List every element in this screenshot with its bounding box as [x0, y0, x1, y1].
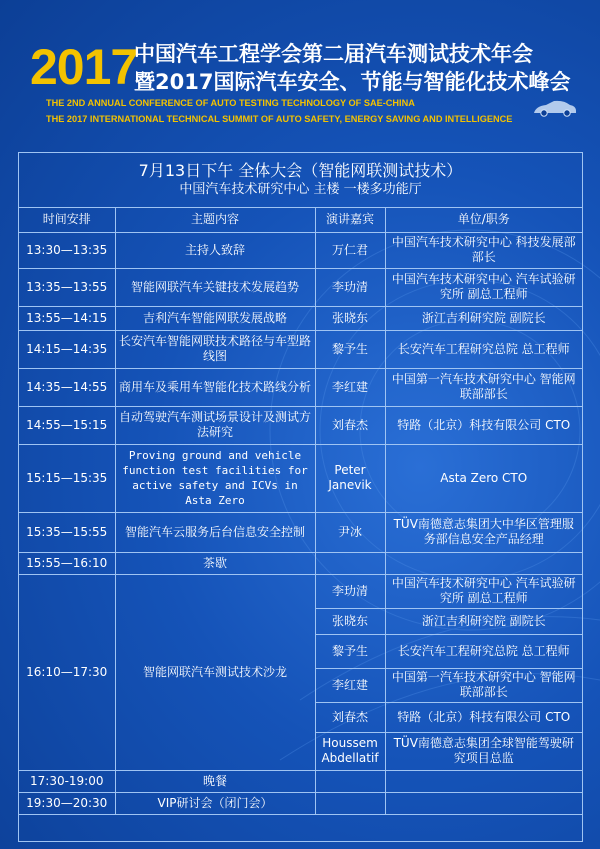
- time-cell: 14:15—14:35: [19, 330, 115, 368]
- org-cell: 特路（北京）科技有限公司 CTO: [385, 702, 582, 732]
- time-cell: 14:35—14:55: [19, 368, 115, 406]
- title-en-line2: THE 2017 INTERNATIONAL TECHNICAL SUMMIT OF AUTO SAFETY, ENERGY SAVING AND INTELLIGENCE: [46, 114, 513, 124]
- table-row: [19, 512, 582, 552]
- speaker-cell: 黎予生: [315, 634, 385, 668]
- column-header-row: [19, 208, 582, 232]
- org-cell: 长安汽车工程研究总院 总工程师: [385, 634, 582, 668]
- org-cell: 中国汽车技术研究中心 汽车试验研究所 副总工程师: [385, 574, 582, 608]
- panel-row: [19, 574, 582, 608]
- table-row: [19, 406, 582, 444]
- time-cell: 15:35—15:55: [19, 512, 115, 552]
- table-row: [19, 770, 582, 792]
- car-icon: [532, 98, 578, 118]
- topic-cell: VIP研讨会（闭门会）: [115, 792, 315, 814]
- table-row: [19, 444, 582, 512]
- org-cell: 浙江吉利研究院 副院长: [385, 608, 582, 634]
- speaker-cell: 张晓东: [315, 608, 385, 634]
- table-row: [19, 330, 582, 368]
- topic-cell: 智能汽车云服务后台信息安全控制: [115, 512, 315, 552]
- title-cn-line2: 暨2017国际汽车安全、节能与智能化技术峰会: [134, 70, 571, 94]
- year-logo: 2017: [30, 39, 138, 95]
- agenda-table: [18, 152, 583, 842]
- topic-cell: 自动驾驶汽车测试场景设计及测试方法研究: [115, 406, 315, 444]
- panel-topic-cell: 智能网联汽车测试技术沙龙: [115, 574, 315, 770]
- time-cell: 17:30-19:00: [19, 770, 115, 792]
- org-cell: 长安汽车工程研究总院 总工程师: [385, 330, 582, 368]
- speaker-cell: 刘春杰: [315, 702, 385, 732]
- session-venue: 中国汽车技术研究中心 主楼 一楼多功能厅: [179, 182, 422, 197]
- agenda-grid: [19, 208, 582, 815]
- topic-cell: 主持人致辞: [115, 232, 315, 268]
- topic-cell: 晚餐: [115, 770, 315, 792]
- speaker-cell: 李红建: [315, 368, 385, 406]
- speaker-cell: Peter Janevik: [315, 444, 385, 512]
- time-cell: 13:35—13:55: [19, 268, 115, 306]
- org-cell: 中国第一汽车技术研究中心 智能网联部部长: [385, 368, 582, 406]
- column-header: 单位/职务: [385, 208, 582, 232]
- time-cell: 14:55—15:15: [19, 406, 115, 444]
- time-cell: 13:55—14:15: [19, 306, 115, 330]
- speaker-cell: Houssem Abdellatif: [315, 732, 385, 770]
- speaker-cell: 尹冰: [315, 512, 385, 552]
- column-header: 主题内容: [115, 208, 315, 232]
- org-cell: [385, 552, 582, 574]
- session-header: [19, 153, 582, 208]
- org-cell: Asta Zero CTO: [385, 444, 582, 512]
- org-cell: TÜV南德意志集团全球智能驾驶研究项目总监: [385, 732, 582, 770]
- org-cell: 特路（北京）科技有限公司 CTO: [385, 406, 582, 444]
- table-row: [19, 552, 582, 574]
- time-cell: 13:30—13:35: [19, 232, 115, 268]
- org-cell: 中国汽车技术研究中心 科技发展部 部长: [385, 232, 582, 268]
- org-cell: [385, 792, 582, 814]
- column-header: 演讲嘉宾: [315, 208, 385, 232]
- session-title: 7月13日下午 全体大会（智能网联测试技术）: [138, 161, 463, 180]
- speaker-cell: 李玏清: [315, 268, 385, 306]
- title-cn-line1: 中国汽车工程学会第二届汽车测试技术年会: [134, 42, 533, 66]
- org-cell: [385, 770, 582, 792]
- speaker-cell: [315, 552, 385, 574]
- speaker-cell: [315, 770, 385, 792]
- table-row: [19, 306, 582, 330]
- topic-cell: 商用车及乘用车智能化技术路线分析: [115, 368, 315, 406]
- topic-cell: 智能网联汽车关键技术发展趋势: [115, 268, 315, 306]
- speaker-cell: 刘春杰: [315, 406, 385, 444]
- org-cell: TÜV南德意志集团大中华区管理服务部信息安全产品经理: [385, 512, 582, 552]
- org-cell: 中国汽车技术研究中心 汽车试验研究所 副总工程师: [385, 268, 582, 306]
- org-cell: 中国第一汽车技术研究中心 智能网联部部长: [385, 668, 582, 702]
- table-row: [19, 792, 582, 814]
- table-row: [19, 368, 582, 406]
- time-cell: 15:55—16:10: [19, 552, 115, 574]
- speaker-cell: 李红建: [315, 668, 385, 702]
- org-cell: 浙江吉利研究院 副院长: [385, 306, 582, 330]
- topic-cell: Proving ground and vehicle function test facilities for active safety and ICVs in Asta Zero: [115, 444, 315, 512]
- panel-time-cell: 16:10—17:30: [19, 574, 115, 770]
- speaker-cell: 万仁君: [315, 232, 385, 268]
- header: [0, 0, 600, 150]
- topic-cell: 茶歇: [115, 552, 315, 574]
- time-cell: 15:15—15:35: [19, 444, 115, 512]
- topic-cell: 长安汽车智能网联技术路径与车型路线图: [115, 330, 315, 368]
- speaker-cell: 黎予生: [315, 330, 385, 368]
- table-row: [19, 232, 582, 268]
- topic-cell: 吉利汽车智能网联发展战略: [115, 306, 315, 330]
- speaker-cell: [315, 792, 385, 814]
- column-header: 时间安排: [19, 208, 115, 232]
- table-row: [19, 268, 582, 306]
- time-cell: 19:30—20:30: [19, 792, 115, 814]
- speaker-cell: 张晓东: [315, 306, 385, 330]
- title-en-line1: THE 2ND ANNUAL CONFERENCE OF AUTO TESTING TECHNOLOGY OF SAE-CHINA: [46, 98, 415, 108]
- speaker-cell: 李玏清: [315, 574, 385, 608]
